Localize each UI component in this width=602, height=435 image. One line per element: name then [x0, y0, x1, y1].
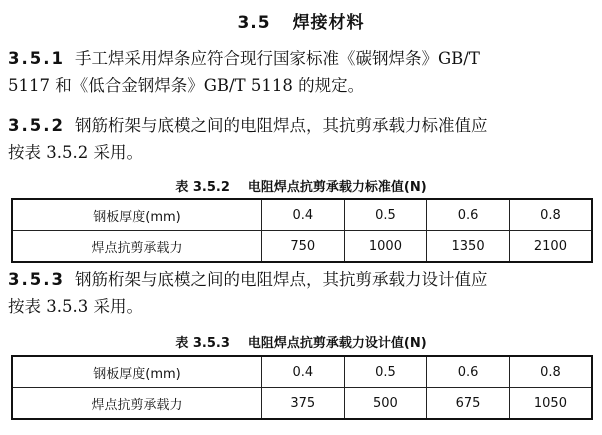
table-cell: 1350 [427, 231, 510, 263]
clause-3-5-3 [8, 266, 596, 320]
table-cell: 375 [262, 388, 345, 420]
table-cell: 0.4 [262, 199, 345, 231]
table-row [12, 388, 592, 420]
table-row [12, 231, 592, 263]
data-table-3-5-2 [11, 198, 593, 263]
table-caption-text: 电阻焊点抗剪承载力设计值(N) [247, 336, 427, 351]
section-title-text: 焊接材料 [292, 13, 365, 33]
clause-3-5-1 [8, 45, 596, 99]
row-label: 钢板厚度(mm) [12, 199, 262, 231]
clause-number: 3.5.3 [8, 270, 65, 289]
table-cell: 675 [427, 388, 510, 420]
clause-text-line1: 手工焊采用焊条应符合现行国家标准《碳钢焊条》GB/T [74, 49, 480, 68]
table-number: 表 3.5.3 [175, 336, 230, 351]
row-label: 钢板厚度(mm) [12, 356, 262, 388]
clause-number: 3.5.2 [8, 116, 65, 135]
clause-number: 3.5.1 [8, 49, 65, 68]
table-cell: 0.5 [344, 356, 427, 388]
table-caption [0, 332, 602, 351]
clause-3-5-2 [8, 112, 596, 166]
row-label: 焊点抗剪承载力 [12, 388, 262, 420]
clause-text-line2: 5117 和《低合金钢焊条》GB/T 5118 的规定。 [8, 76, 365, 95]
clause-text-line1: 钢筋桁架与底模之间的电阻焊点，其抗剪承载力标准值应 [74, 116, 488, 135]
table-cell: 1050 [509, 388, 592, 420]
table-cell: 0.5 [344, 199, 427, 231]
table-cell: 0.6 [427, 356, 510, 388]
table-cell: 0.8 [509, 199, 592, 231]
table-number: 表 3.5.2 [175, 180, 230, 195]
clause-text-line2: 按表 3.5.2 采用。 [8, 143, 143, 162]
table-cell: 500 [344, 388, 427, 420]
data-table-3-5-3 [11, 355, 593, 420]
table-caption [0, 176, 602, 195]
table-cell: 0.4 [262, 356, 345, 388]
table-cell: 750 [262, 231, 345, 263]
clause-text-line1: 钢筋桁架与底模之间的电阻焊点，其抗剪承载力设计值应 [74, 270, 488, 289]
table-cell: 2100 [509, 231, 592, 263]
table-caption-text: 电阻焊点抗剪承载力标准值(N) [247, 180, 427, 195]
table-row [12, 199, 592, 231]
clause-text-line2: 按表 3.5.3 采用。 [8, 297, 143, 316]
table-cell: 1000 [344, 231, 427, 263]
section-heading [0, 8, 602, 33]
table-row [12, 356, 592, 388]
row-label: 焊点抗剪承载力 [12, 231, 262, 263]
table-cell: 0.6 [427, 199, 510, 231]
table-cell: 0.8 [509, 356, 592, 388]
section-number: 3.5 [237, 13, 271, 33]
